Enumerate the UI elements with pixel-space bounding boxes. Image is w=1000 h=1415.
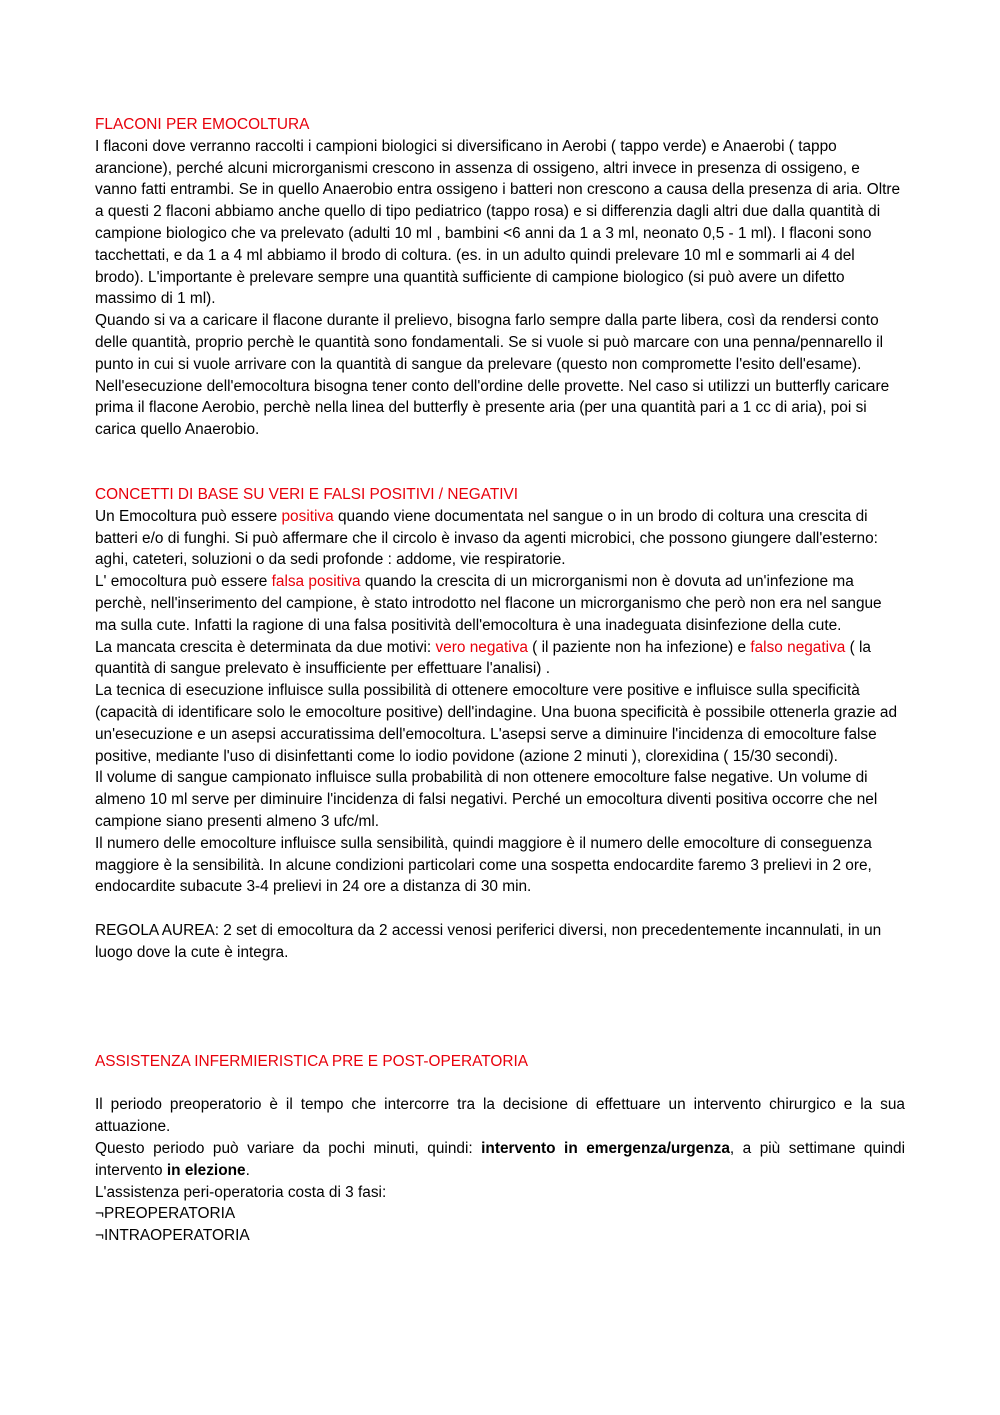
- text-run: quando la crescita di un microrganismi non è dovuta ad un'infezione ma perchè, nell'inserimento del campione, è stato introdotto nel flacone un microrganismo che però non era nel sangue ma sulla cute. Infatti la ragione di una falsa positività dell'emocoltura è una inadeguata disinfezione della cute.: [95, 573, 882, 634]
- paragraph-flaconi-loading: Quando si va a caricare il flacone durante il prelievo, bisogna farlo sempre dalla parte libera, così da rendersi conto delle quantità, proprio perchè le quantità sono fondamentali. Se si vuole si può marcare con una penna/pennarello il punto in cui si vuole arrivare con la quantità di sangue da prelevare (questo non compromette l'esito dell'esame).: [95, 312, 884, 373]
- list-item-intraoperatoria: ¬INTRAOPERATORIA: [95, 1227, 250, 1245]
- text-run: L' emocoltura può essere: [95, 573, 272, 591]
- highlight-vero-negativa: vero negativa: [435, 638, 528, 656]
- section-heading-assistenza: ASSISTENZA INFERMIERISTICA PRE E POST-OPERATORIA: [95, 1052, 529, 1070]
- list-item-preoperatoria: ¬PREOPERATORIA: [95, 1205, 236, 1223]
- paragraph-numero: Il numero delle emocolture influisce sulla sensibilità, quindi maggiore è il numero delle emocolture di conseguenza maggiore è la sensibilità. In alcune condizioni particolari come una sospetta endocardite faremo 3 prelievi in 2 ore, endocardite subacute 3-4 prelievi in 24 ore a distanza di 30 min.: [95, 834, 872, 896]
- paragraph-volume: Il volume di sangue campionato influisce sulla probabilità di non ottenere emocolture false negative. Un volume di almeno 10 ml serve per diminuire l'incidenza di falsi negativi. Perché un emocoltura diventi positiva occorre che nel campione siano presenti almeno 3 ufc/ml.: [95, 769, 878, 830]
- section-heading-concetti: CONCETTI DI BASE SU VERI E FALSI POSITIVI / NEGATIVI: [95, 485, 519, 503]
- bold-elezione: in elezione: [166, 1161, 246, 1179]
- highlight-positiva: positiva: [281, 507, 334, 525]
- spacer: [95, 441, 905, 484]
- paragraph-durata-periodo: [95, 1138, 905, 1182]
- document-page: [95, 114, 905, 1247]
- spacer: [95, 1072, 905, 1094]
- paragraph-periodo-preoperatorio: Il periodo preoperatorio è il tempo che intercorre tra la decisione di effettuare un intervento chirurgico e la sua attuazione.: [95, 1096, 905, 1136]
- section-heading-flaconi: FLACONI PER EMOCOLTURA: [95, 116, 310, 133]
- text-run: ( la quantità di sangue prelevato è insufficiente per effettuare l'analisi) .: [95, 638, 871, 678]
- text-run: Un Emocoltura può essere: [95, 507, 282, 525]
- text-run: quando viene documentata nel sangue o in un brodo di coltura una crescita di batteri e/o di funghi. Si può affermare che il circolo è invaso da agenti microbici, che possono giungere dall'esterno: aghi, cateteri, soluzioni o da sedi profonde : addome, vie respiratorie.: [95, 507, 878, 569]
- text-run: .: [245, 1161, 250, 1179]
- highlight-falsa-positiva: falsa positiva: [271, 573, 361, 591]
- text-run: , a più settimane quindi intervento: [95, 1140, 905, 1179]
- bold-emergenza: intervento in emergenza/urgenza: [481, 1140, 730, 1158]
- paragraph-regola-aurea: REGOLA AUREA: 2 set di emocoltura da 2 accessi venosi periferici diversi, non precedentemente incannulati, in un luogo dove la cute è integra.: [95, 922, 882, 961]
- text-run: Questo periodo può variare da pochi minuti, quindi:: [95, 1140, 482, 1158]
- paragraph-flaconi-order: Nell'esecuzione dell'emocoltura bisogna tener conto dell'ordine delle provette. Nel caso si utilizzi un butterfly caricare prima il flacone Aerobio, perchè nella linea del butterfly è presente aria (per una quantità pari a 1 cc di aria), poi si carica quello Anaerobio.: [95, 377, 890, 439]
- paragraph-falsa-positiva: [95, 571, 905, 636]
- text-run: La mancata crescita è determinata da due motivi:: [95, 638, 436, 656]
- paragraph-positiva: [95, 506, 905, 571]
- paragraph-fasi: L'assistenza peri-operatoria costa di 3 fasi:: [95, 1183, 387, 1201]
- paragraph-flaconi-types: I flaconi dove verranno raccolti i campioni biologici si diversificano in Aerobi ( tappo verde) e Anaerobi ( tappo arancione), perché alcuni microrganismi crescono in assenza di ossigeno, altri invece in presenza di ossigeno, e vanno fatti entrambi. Se in quello Anaerobio entra ossigeno i batteri non crescono a causa della presenza di aria. Oltre a questi 2 flaconi abbiamo anche quello di tipo pediatrico (tappo rosa) e si differenzia dagli altri due dalla quantità di campione biologico che va prelevato (adulti 10 ml , bambini <6 anni da 1 a 3 ml, neonato 0,5 - 1 ml). I flaconi sono tacchettati, e da 1 a 4 ml abbiamo il brodo di coltura. (es. in un adulto quindi prelevare 10 ml e sommarli ai 4 del brodo). L'importante è prelevare sempre una quantità sufficiente di campione biologico (si può avere un difetto massimo di 1 ml).: [95, 137, 901, 308]
- paragraph-mancata-crescita: [95, 637, 905, 681]
- highlight-falso-negativa: falso negativa: [750, 638, 846, 656]
- text-run: ( il paziente non ha infezione) e: [527, 638, 751, 656]
- spacer: [95, 964, 905, 1051]
- paragraph-tecnica: La tecnica di esecuzione influisce sulla possibilità di ottenere emocolture vere positive e influisce sulla specificità (capacità di identificare solo le emocolture positive) dell'indagine. Una buona specificità è possibile ottenerla grazie ad un'esecuzione e un asepsi accuratissima dell'emocoltura. L'asepsi serve a diminuire l'incidenza di emocolture false positive, mediante l'uso di disinfettanti come lo iodio povidone (azione 2 minuti ), clorexidina ( 15/30 secondi).: [95, 682, 898, 765]
- spacer: [95, 898, 905, 920]
